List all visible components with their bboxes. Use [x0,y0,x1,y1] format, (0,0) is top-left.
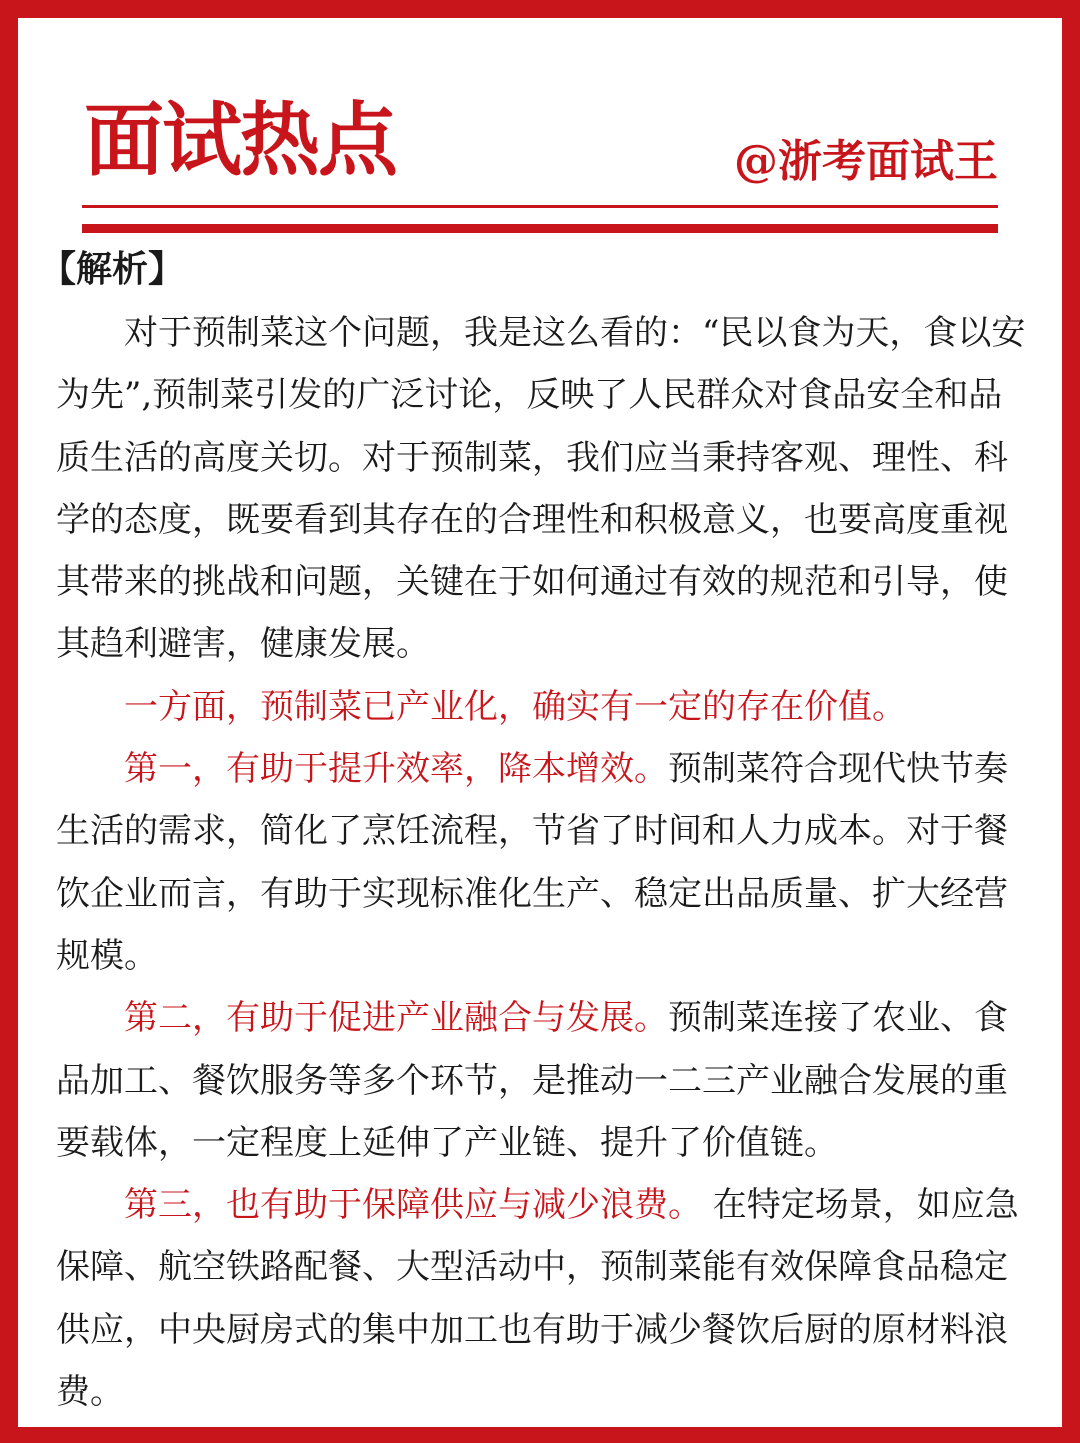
account-handle: @浙考面试王 [734,136,998,187]
header-divider-thin [82,205,998,208]
paragraph-text: 在特定场景，如应急保障、航空铁路配餐、大型活动中，预制菜能有效保障食品稳定供应，中央厨房式的集中加工也有助于减少餐饮后厨的原材料浪费。 [56,1185,1019,1413]
article-body [56,302,1028,1423]
paragraph-text: 预制菜符合现代快节奏生活的需求，简化了烹饪流程，节省了时间和人力成本。对于餐饮企业而言，有助于实现标准化生产、稳定出品质量、扩大经营规模。 [56,749,1008,976]
paragraph-intro [56,302,1028,676]
paragraph-point-1 [56,738,1028,987]
paragraph-text: 预制菜连接了农业、食品加工、餐饮服务等多个环节，是推动一二三产业融合发展的重要载体，一定程度上延伸了产业链、提升了价值链。 [56,998,1008,1163]
paragraph-point-3 [56,1174,1028,1423]
paragraph-lead: 第二，有助于促进产业融合与发展。 [124,998,668,1039]
paragraph-lead: 第一，有助于提升效率，降本增效。 [124,749,668,790]
paragraph-text: 对于预制菜这个问题，我是这么看的：“民以食为天，食以安为先”,预制菜引发的广泛讨论，反映了人民群众对食品安全和品质生活的高度关切。对于预制菜，我们应当秉持客观、理性、科学的态度，既要看到其存在的合理性和积极意义，也要高度重视其带来的挑战和问题，关键在于如何通过有效的规范和引导，使其趋利避害，健康发展。 [56,313,1026,665]
header-divider-thick [82,224,998,233]
section-label: 【解析】 [40,248,185,290]
paragraph-aspect [56,676,1028,738]
paragraph-lead: 第三，也有助于保障供应与减少浪费。 [124,1185,702,1226]
page-title: 面试热点 [84,93,396,187]
paragraph-point-2 [56,987,1028,1174]
paragraph-lead: 一方面，预制菜已产业化，确实有一定的存在价值。 [124,686,906,727]
